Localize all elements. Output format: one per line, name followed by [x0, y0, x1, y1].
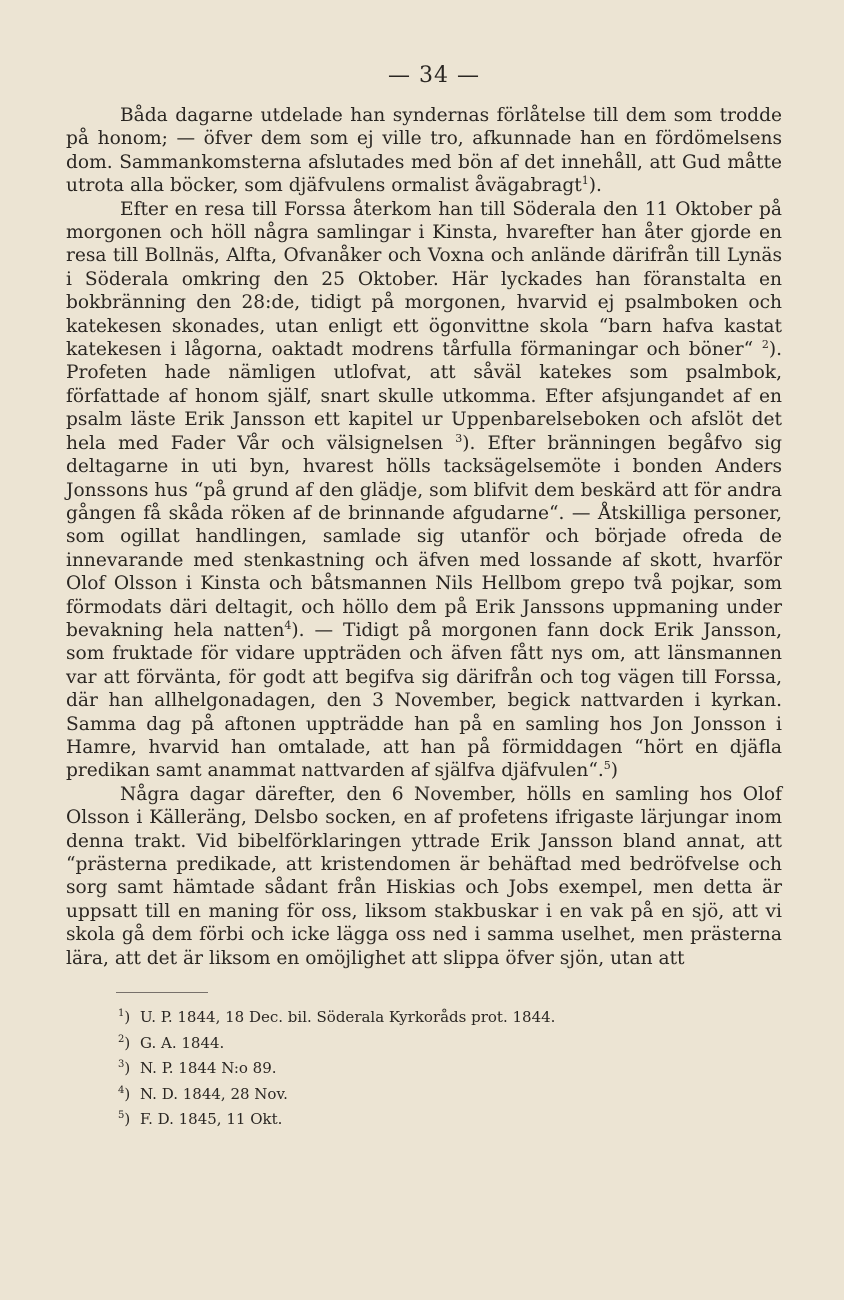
footnote-paren: ) — [124, 1059, 131, 1078]
footnote-reference: 2 — [761, 337, 769, 351]
footnote-number: 1 — [118, 1008, 125, 1020]
footnote — [118, 1082, 782, 1108]
footnote-number: 5 — [118, 1110, 125, 1122]
footnote — [118, 1005, 782, 1031]
paragraph-text: Några dagar därefter, den 6 November, hölls en samling hos Olof Olsson i Källeräng, Delsbo socken, en af profetens ifrigaste lärjungar inom denna trakt. Vid bibelförklaringen yttrade Erik Jansson bland annat, att “prästerna predikade, att kristendomen är behäftad med bedröfvelse och sorg samt hämtade sådant från Hiskias och Jobs exempel, men detta är uppsatt till en maning för oss, liksom stakbuskar i en vak på en sjö, att vi skola gå dem förbi och icke lägga oss ned i samma uselhet, men prästerna lära, att det är liksom en omöjlighet att slippa öfver sjön, utan att — [66, 783, 782, 969]
footnote-marker — [118, 1056, 140, 1082]
footnote-number: 4 — [118, 1084, 125, 1096]
paragraph — [66, 104, 782, 198]
footnotes — [66, 1005, 782, 1133]
paragraph — [66, 198, 782, 783]
paragraph-text: ). — [588, 175, 602, 197]
footnote-marker — [118, 1107, 140, 1133]
footnote-paren: ) — [124, 1084, 131, 1103]
footnote-reference: 5 — [603, 759, 611, 773]
paragraph-text: ). Efter bränningen begåfvo sig deltagarne in uti byn, hvarest hölls tacksägelsemöte i bonden Anders Jonssons hus “på grund af den glädje, som blifvit dem beskärd att för andra gången få skåda röken af de brinnande afgudarne“. — Åtskilliga personer, som ogillat handlingen, samlade sig utanför och började ofreda de innevarande med stenkastning och äfven med lossande af skott, hvarför Olof Olsson i Kinsta och båtsmannen Nils Hellbom grepo två pojkar, som förmodats däri deltagit, och höllo dem på Erik Janssons uppmaning under bevakning hela natten — [66, 432, 782, 641]
footnote-number: 3 — [118, 1059, 125, 1071]
footnote-number: 2 — [118, 1033, 125, 1045]
footnote-reference: 1 — [581, 174, 589, 188]
footnote-text: U. P. 1844, 18 Dec. bil. Söderala Kyrkoråds prot. 1844. — [140, 1008, 556, 1027]
footnote-divider — [116, 992, 208, 993]
footnote-text: N. D. 1844, 28 Nov. — [140, 1084, 288, 1103]
footnote-paren: ) — [124, 1033, 131, 1052]
footnote-reference: 4 — [284, 618, 292, 632]
footnote-marker — [118, 1082, 140, 1108]
paragraph-text: ). Profeten hade nämligen utlofvat, att såväl katekes som psalmbok, författade af honom själf, snart skulle utkomma. Efter afsjungandet af en psalm läste Erik Jansson ett kapitel ur Uppenbarelseboken och afslöt det hela med Fader Vår och välsignelsen — [66, 339, 782, 454]
paragraph — [66, 783, 782, 970]
paragraph-text: Båda dagarne utdelade han syndernas förlåtelse till dem som trodde på honom; — öfver dem som ej ville tro, afkunnade han en fördömelsens dom. Sammankomsterna afslutades med bön af det innehåll, att Gud måtte utrota alla böcker, som djäfvulens ormalist åvägabragt — [66, 105, 782, 197]
footnote — [118, 1031, 782, 1057]
footnote-marker — [118, 1005, 140, 1031]
paragraph-text: ) — [610, 760, 618, 782]
paragraph-text: ). — Tidigt på morgonen fann dock Erik Jansson, som fruktade för vidare uppträden och äfven fått nys om, att länsmannen var att förvänta, för godt att begifva sig därifrån och tog vägen till Forssa, där han allhelgonadagen, den 3 November, begick nattvarden i kyrkan. Samma dag på aftonen uppträdde han på en samling hos Jon Jonsson i Hamre, hvarvid han omtalade, att han på förmiddagen “hört en djäfla predikan samt anammat nattvarden af själfva djäfvulen“. — [66, 619, 782, 782]
footnote-paren: ) — [124, 1008, 131, 1027]
footnote-reference: 3 — [455, 431, 463, 445]
footnote — [118, 1056, 782, 1082]
body-text — [66, 104, 782, 970]
page-number: — 34 — — [388, 63, 480, 88]
footnote — [118, 1107, 782, 1133]
paragraph-text: Efter en resa till Forssa återkom han till Söderala den 11 Oktober på morgonen och höll några samlingar i Kinsta, hvarefter han åter gjorde en resa till Bollnäs, Alfta, Ofvanåker och Voxna och anlände därifrån till Lynäs i Söderala omkring den 25 Oktober. Här lyckades han föranstalta en bokbränning den 28:de, tidigt på morgonen, hvarvid ej psalmboken och katekesen skonades, utan enligt ett ögonvittne skola “barn hafva kastat katekesen i lågorna, oaktadt modrens tårfulla förmaningar och böner“ — [66, 198, 782, 361]
footnote-paren: ) — [124, 1110, 131, 1129]
footnote-text: F. D. 1845, 11 Okt. — [140, 1110, 283, 1129]
footnote-text: G. A. 1844. — [140, 1033, 225, 1052]
footnote-marker — [118, 1031, 140, 1057]
footnote-text: N. P. 1844 N:o 89. — [140, 1059, 277, 1078]
